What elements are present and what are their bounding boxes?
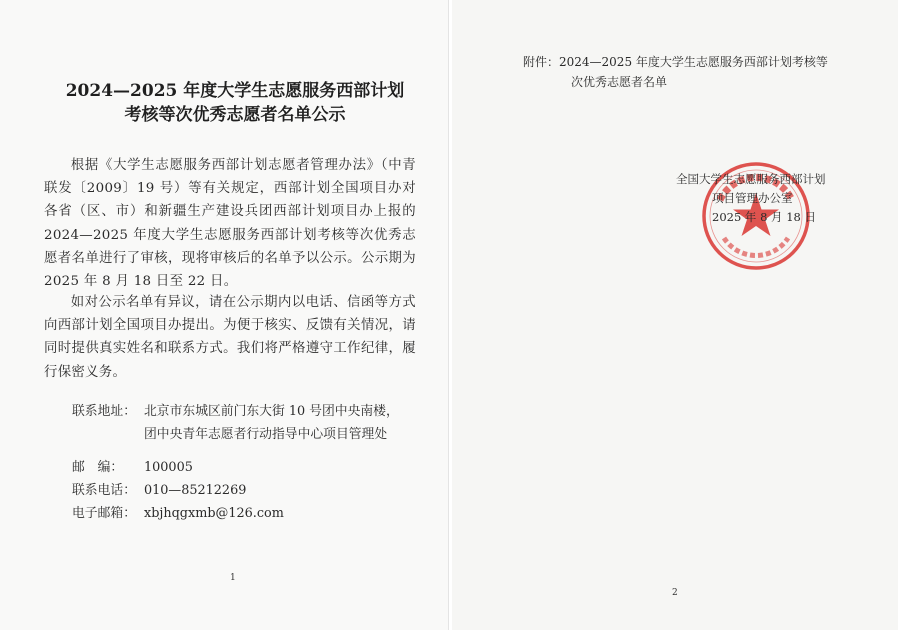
signature-block bbox=[676, 170, 876, 227]
page-number-2: 2 bbox=[672, 588, 678, 598]
document-title-line2: 考核等次优秀志愿者名单公示 bbox=[124, 105, 346, 125]
postcode-value: 100005 bbox=[144, 460, 193, 475]
page-number-1: 1 bbox=[230, 573, 236, 583]
phone-label: 联系电话： bbox=[72, 483, 136, 498]
address-label: 联系地址： bbox=[72, 404, 136, 419]
attachment-heading bbox=[523, 52, 863, 92]
attachment-line2: 次优秀志愿者名单 bbox=[571, 75, 668, 89]
attachment-line1: 附件：2024—2025 年度大学生志愿服务西部计划考核等 bbox=[523, 55, 828, 69]
contact-phone bbox=[72, 479, 432, 502]
signature-org: 全国大学生志愿服务西部计划 bbox=[676, 172, 826, 186]
email-value: xbjhqgxmb@126.com bbox=[144, 506, 284, 521]
document-page-2 bbox=[452, 0, 898, 630]
contact-postcode bbox=[72, 456, 432, 479]
postcode-label: 邮 编： bbox=[72, 460, 124, 475]
address-line1: 北京市东城区前门东大街 10 号团中央南楼， bbox=[144, 404, 399, 419]
contact-email bbox=[72, 502, 432, 525]
paragraph-notice: 根据《大学生志愿服务西部计划志愿者管理办法》（中青联发〔2009〕19 号）等有关规定，西部计划全国项目办对各省（区、市）和新疆生产建设兵团西部计划项目办上报的 2024—2025 年度大学生志愿服务西部计划考核等次优秀志愿者名单进行了审核，现将审核后的名单予以公示。公示期为 2025 年 8 月 18 日至 22 日。 bbox=[44, 158, 416, 290]
email-label: 电子邮箱： bbox=[72, 506, 136, 521]
paragraph-objection: 如对公示名单有异议，请在公示期内以电话、信函等方式向西部计划全国项目办提出。为便于核实、反馈有关情况，请同时提供真实姓名和联系方式。我们将严格遵守工作纪律，履行保密义务。 bbox=[44, 295, 416, 380]
address-line2: 团中央青年志愿者行动指导中心项目管理处 bbox=[144, 427, 388, 442]
signature-office: 项目管理办公室 bbox=[712, 191, 793, 205]
contact-address bbox=[72, 400, 432, 446]
phone-value: 010—85212269 bbox=[144, 483, 247, 498]
signature-date: 2025 年 8 月 18 日 bbox=[712, 210, 816, 224]
document-title-line1: 2024—2025 年度大学生志愿服务西部计划 bbox=[65, 81, 405, 101]
